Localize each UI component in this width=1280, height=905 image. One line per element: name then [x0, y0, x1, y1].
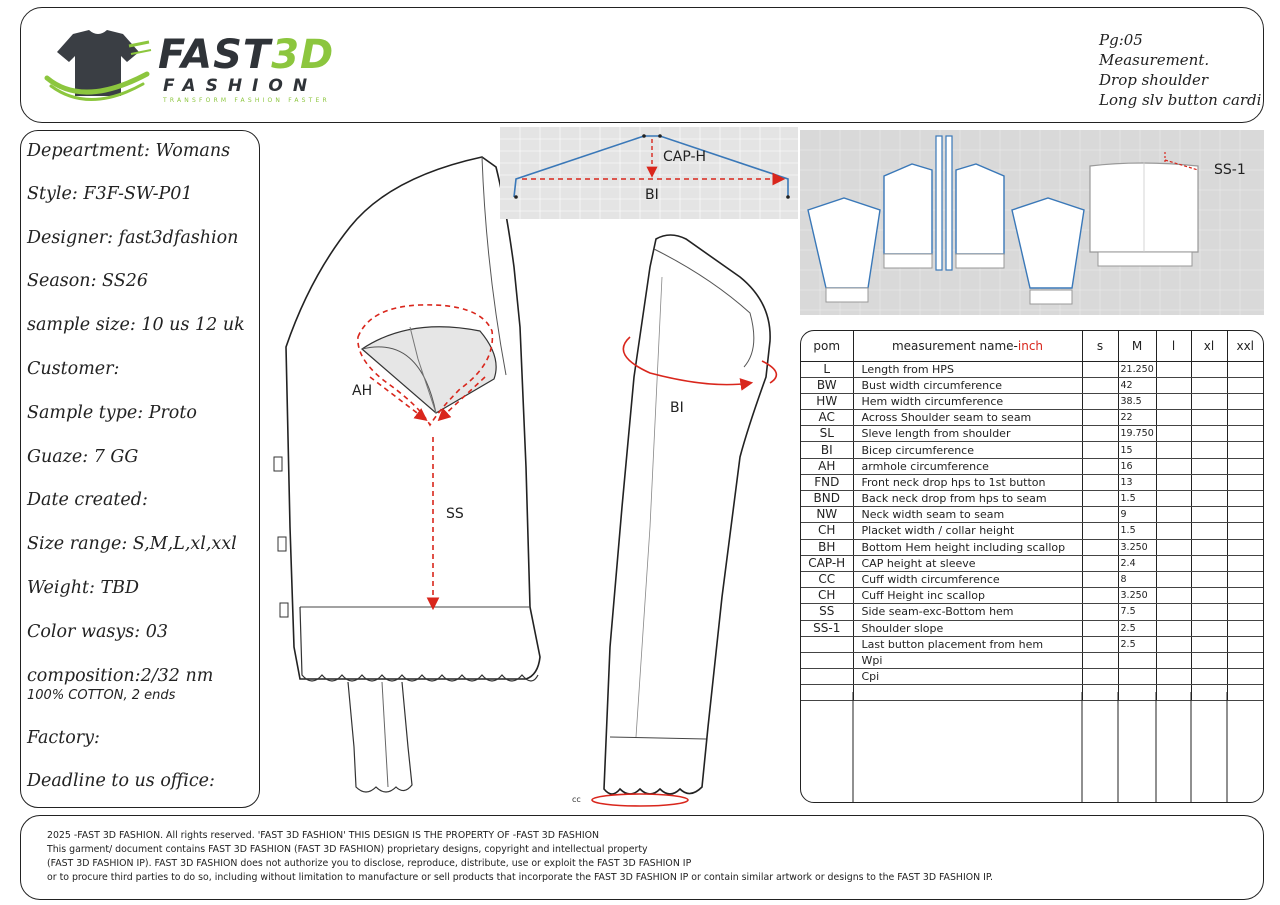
cell-size-s: [1082, 474, 1118, 490]
cell-measurement-name: CAP height at sleeve: [853, 555, 1082, 571]
spec-style: Style: F3F-SW-P01: [27, 184, 193, 204]
spec-date-created: Date created:: [27, 490, 148, 510]
label-bicep-pattern: BI: [645, 187, 659, 203]
cell-size-xxl: [1227, 377, 1263, 393]
cell-size-l: [1156, 507, 1191, 523]
table-row: [801, 377, 1263, 393]
cell-size-m: 38.5: [1118, 393, 1156, 409]
cell-size-m: 16: [1118, 458, 1156, 474]
cell-size-xl: [1191, 588, 1227, 604]
spec-customer: Customer:: [27, 359, 120, 379]
cell-size-m: 21.250: [1118, 361, 1156, 377]
cell-measurement-name: Bicep circumference: [853, 442, 1082, 458]
cell-size-l: [1156, 620, 1191, 636]
cell-size-xxl: [1227, 442, 1263, 458]
cell-measurement-name: Shoulder slope: [853, 620, 1082, 636]
cell-size-s: [1082, 442, 1118, 458]
cell-size-s: [1082, 669, 1118, 685]
label-bicep: BI: [670, 400, 684, 416]
cell-measurement-name: Bust width circumference: [853, 377, 1082, 393]
cell-pom: [801, 669, 853, 685]
cell-size-l: [1156, 410, 1191, 426]
cell-size-xl: [1191, 669, 1227, 685]
cell-pom: BH: [801, 539, 853, 555]
cell-measurement-name: Neck width seam to seam: [853, 507, 1082, 523]
cell-size-m: 1.5: [1118, 491, 1156, 507]
cell-size-xl: [1191, 458, 1227, 474]
cell-size-m: 19.750: [1118, 426, 1156, 442]
cell-pom: SS: [801, 604, 853, 620]
cell-pom: CC: [801, 571, 853, 587]
label-armhole: AH: [352, 383, 373, 399]
spec-composition-detail: 100% COTTON, 2 ends: [27, 688, 176, 703]
cell-pom: CH: [801, 588, 853, 604]
cell-size-s: [1082, 652, 1118, 668]
cell-size-m: 3.250: [1118, 539, 1156, 555]
table-row: [801, 426, 1263, 442]
cell-measurement-name: armhole circumference: [853, 458, 1082, 474]
cell-size-l: [1156, 393, 1191, 409]
brand-name: FAST3D: [158, 32, 335, 78]
header-size-l: l: [1156, 331, 1191, 361]
spec-gauge: Guaze: 7 GG: [27, 447, 139, 467]
cell-size-l: [1156, 426, 1191, 442]
cell-size-xxl: [1227, 491, 1263, 507]
header: [20, 7, 1264, 123]
table-row: [801, 458, 1263, 474]
cell-size-l: [1156, 523, 1191, 539]
cell-pom: L: [801, 361, 853, 377]
table-row: [801, 410, 1263, 426]
spec-weight: Weight: TBD: [27, 578, 140, 598]
spec-season: Season: SS26: [27, 271, 148, 291]
cell-size-m: [1118, 669, 1156, 685]
cell-size-xl: [1191, 442, 1227, 458]
table-row: [801, 604, 1263, 620]
cell-size-l: [1156, 555, 1191, 571]
cell-size-m: 8: [1118, 571, 1156, 587]
label-cap-height: CAP-H: [663, 149, 707, 165]
cell-size-m: 22: [1118, 410, 1156, 426]
cell-measurement-name: Across Shoulder seam to seam: [853, 410, 1082, 426]
spec-department: Depeartment: Womans: [27, 141, 231, 161]
spec-sample-size: sample size: 10 us 12 uk: [27, 315, 245, 335]
brand-logo: [43, 26, 373, 110]
cell-size-m: 7.5: [1118, 604, 1156, 620]
cell-pom: CAP-H: [801, 555, 853, 571]
cell-size-l: [1156, 474, 1191, 490]
cell-size-s: [1082, 604, 1118, 620]
cell-pom: BND: [801, 491, 853, 507]
cell-size-s: [1082, 555, 1118, 571]
spec-panel: [20, 130, 260, 808]
pattern-pieces-view: [800, 130, 1264, 315]
cell-size-xxl: [1227, 555, 1263, 571]
cell-size-l: [1156, 571, 1191, 587]
cell-measurement-name: Front neck drop hps to 1st button: [853, 474, 1082, 490]
cell-size-xl: [1191, 410, 1227, 426]
cell-pom: SS-1: [801, 620, 853, 636]
cell-pom: BI: [801, 442, 853, 458]
cell-size-m: 1.5: [1118, 523, 1156, 539]
cell-measurement-name: Side seam-exc-Bottom hem: [853, 604, 1082, 620]
page-info: [1099, 30, 1261, 110]
cell-size-m: 2.4: [1118, 555, 1156, 571]
cell-size-xl: [1191, 507, 1227, 523]
cell-pom: BW: [801, 377, 853, 393]
cell-size-xl: [1191, 620, 1227, 636]
page-title: Measurement.: [1099, 51, 1210, 69]
table-row: [801, 669, 1263, 685]
cell-size-s: [1082, 588, 1118, 604]
label-shoulder-slope: SS-1: [1214, 162, 1246, 178]
cell-size-l: [1156, 442, 1191, 458]
cell-size-xxl: [1227, 636, 1263, 652]
cell-pom: SL: [801, 426, 853, 442]
cell-pom: [801, 636, 853, 652]
cell-size-xxl: [1227, 426, 1263, 442]
footer: [20, 815, 1264, 900]
cell-measurement-name: Cuff Height inc scallop: [853, 588, 1082, 604]
cell-size-xxl: [1227, 669, 1263, 685]
cell-size-s: [1082, 523, 1118, 539]
cell-size-xxl: [1227, 588, 1263, 604]
cell-measurement-name: Wpi: [853, 652, 1082, 668]
spec-factory: Factory:: [27, 728, 100, 748]
cell-size-l: [1156, 652, 1191, 668]
pattern-pieces: [800, 130, 1264, 315]
header-pom: pom: [801, 331, 853, 361]
table-row: [801, 652, 1263, 668]
cell-size-m: 2.5: [1118, 620, 1156, 636]
side-view-body: [274, 157, 540, 792]
cell-size-m: [1118, 652, 1156, 668]
table-row: [801, 555, 1263, 571]
table-row: [801, 442, 1263, 458]
cell-size-s: [1082, 539, 1118, 555]
cell-size-s: [1082, 393, 1118, 409]
table-blank-area: [801, 692, 1263, 802]
cell-size-xxl: [1227, 410, 1263, 426]
cell-size-l: [1156, 491, 1191, 507]
cell-pom: AC: [801, 410, 853, 426]
cell-pom: CH: [801, 523, 853, 539]
cell-measurement-name: Sleve length from shoulder: [853, 426, 1082, 442]
table-row: [801, 523, 1263, 539]
cell-size-xl: [1191, 523, 1227, 539]
cell-size-s: [1082, 571, 1118, 587]
cell-measurement-name: Placket width / collar height: [853, 523, 1082, 539]
cell-size-xxl: [1227, 539, 1263, 555]
header-size-m: M: [1118, 331, 1156, 361]
cell-size-s: [1082, 361, 1118, 377]
spec-size-range: Size range: S,M,L,xl,xxl: [27, 534, 237, 554]
cell-size-m: 42: [1118, 377, 1156, 393]
cell-size-xxl: [1227, 393, 1263, 409]
cell-pom: HW: [801, 393, 853, 409]
cell-size-l: [1156, 604, 1191, 620]
label-cuff: cc: [572, 795, 581, 804]
cell-size-l: [1156, 669, 1191, 685]
cell-size-l: [1156, 588, 1191, 604]
cell-size-l: [1156, 539, 1191, 555]
cell-measurement-name: Hem width circumference: [853, 393, 1082, 409]
cell-size-xxl: [1227, 523, 1263, 539]
cell-size-xxl: [1227, 458, 1263, 474]
table-row: [801, 636, 1263, 652]
cell-size-xl: [1191, 426, 1227, 442]
cell-size-xl: [1191, 491, 1227, 507]
cell-measurement-name: Length from HPS: [853, 361, 1082, 377]
cell-size-s: [1082, 636, 1118, 652]
brand-name-line2: FASHION: [163, 76, 318, 96]
cell-pom: NW: [801, 507, 853, 523]
measurement-table-box: [800, 330, 1264, 803]
cell-size-m: 9: [1118, 507, 1156, 523]
cell-measurement-name: Back neck drop from hps to seam: [853, 491, 1082, 507]
cell-size-xxl: [1227, 620, 1263, 636]
cell-pom: AH: [801, 458, 853, 474]
label-side-seam: SS: [446, 506, 464, 522]
cell-size-s: [1082, 491, 1118, 507]
cell-size-l: [1156, 377, 1191, 393]
cell-size-xl: [1191, 652, 1227, 668]
table-row: [801, 474, 1263, 490]
brand-tagline: TRANSFORM FASHION FASTER: [163, 97, 330, 104]
table-row: [801, 361, 1263, 377]
cell-size-xl: [1191, 555, 1227, 571]
table-row: [801, 393, 1263, 409]
cell-size-l: [1156, 636, 1191, 652]
table-row: [801, 620, 1263, 636]
cell-measurement-name: Cuff width circumference: [853, 571, 1082, 587]
table-row: [801, 491, 1263, 507]
table-header-row: [801, 331, 1263, 361]
page-description: Long slv button cardi: [1099, 91, 1262, 109]
measurement-table: [801, 331, 1263, 701]
cell-size-xl: [1191, 393, 1227, 409]
cell-size-xl: [1191, 361, 1227, 377]
spec-deadline: Deadline to us office:: [27, 771, 215, 791]
spec-designer: Designer: fast3dfashion: [27, 228, 239, 248]
spec-composition: composition:2/32 nm: [27, 666, 214, 686]
cell-size-s: [1082, 458, 1118, 474]
cell-size-xl: [1191, 636, 1227, 652]
table-row: [801, 588, 1263, 604]
cell-size-s: [1082, 620, 1118, 636]
cell-size-xxl: [1227, 652, 1263, 668]
cell-size-xl: [1191, 571, 1227, 587]
cell-size-xxl: [1227, 604, 1263, 620]
cell-size-l: [1156, 458, 1191, 474]
table-row: [801, 507, 1263, 523]
sleeve-view: [592, 235, 776, 806]
cell-size-xl: [1191, 604, 1227, 620]
cell-size-m: 3.250: [1118, 588, 1156, 604]
cell-size-xxl: [1227, 507, 1263, 523]
table-row: [801, 571, 1263, 587]
cell-measurement-name: Bottom Hem height including scallop: [853, 539, 1082, 555]
header-size-xl: xl: [1191, 331, 1227, 361]
cell-size-m: 13: [1118, 474, 1156, 490]
page-number: Pg:05: [1099, 31, 1143, 49]
header-size-s: s: [1082, 331, 1118, 361]
header-measurement-name: measurement name-inch: [853, 331, 1082, 361]
garment-drawing: [270, 127, 800, 812]
cell-pom: FND: [801, 474, 853, 490]
spec-colorways: Color wasys: 03: [27, 622, 168, 642]
copyright-notice: 2025 -FAST 3D FASHION. All rights reserved. 'FAST 3D FASHION' THIS DESIGN IS THE PROPERTY OF -FAST 3D FASHION This garment/ document contains FAST 3D FASHION (FAST 3D FASHION) proprietary designs, copyright and intellectual property (FAST 3D FASHION IP). FAST 3D FASHION does not authorize you to disclose, reproduce, distribute, use or exploit the FAST 3D FASHION IP or to procure third parties to do so, including without limitation to manufacture or sell products that incorporate the FAST 3D FASHION IP or contain similar artwork or designs to the FAST 3D FASHION IP.: [47, 830, 994, 883]
cell-size-s: [1082, 507, 1118, 523]
cell-size-s: [1082, 410, 1118, 426]
cell-size-xl: [1191, 377, 1227, 393]
cell-size-xl: [1191, 474, 1227, 490]
cell-size-xl: [1191, 539, 1227, 555]
cell-size-xxl: [1227, 571, 1263, 587]
cell-size-xxl: [1227, 361, 1263, 377]
cell-size-m: 2.5: [1118, 636, 1156, 652]
tshirt-swirl-logo-icon: [43, 26, 153, 110]
spec-sample-type: Sample type: Proto: [27, 403, 197, 423]
cell-size-xxl: [1227, 474, 1263, 490]
sleeve-pattern: [500, 127, 798, 219]
cell-size-m: 15: [1118, 442, 1156, 458]
header-size-xxl: xxl: [1227, 331, 1263, 361]
cell-pom: [801, 652, 853, 668]
page-subtitle: Drop shoulder: [1099, 71, 1209, 89]
cell-measurement-name: Cpi: [853, 669, 1082, 685]
table-row: [801, 539, 1263, 555]
cell-size-l: [1156, 361, 1191, 377]
cell-size-s: [1082, 377, 1118, 393]
cell-measurement-name: Last button placement from hem: [853, 636, 1082, 652]
cell-size-s: [1082, 426, 1118, 442]
